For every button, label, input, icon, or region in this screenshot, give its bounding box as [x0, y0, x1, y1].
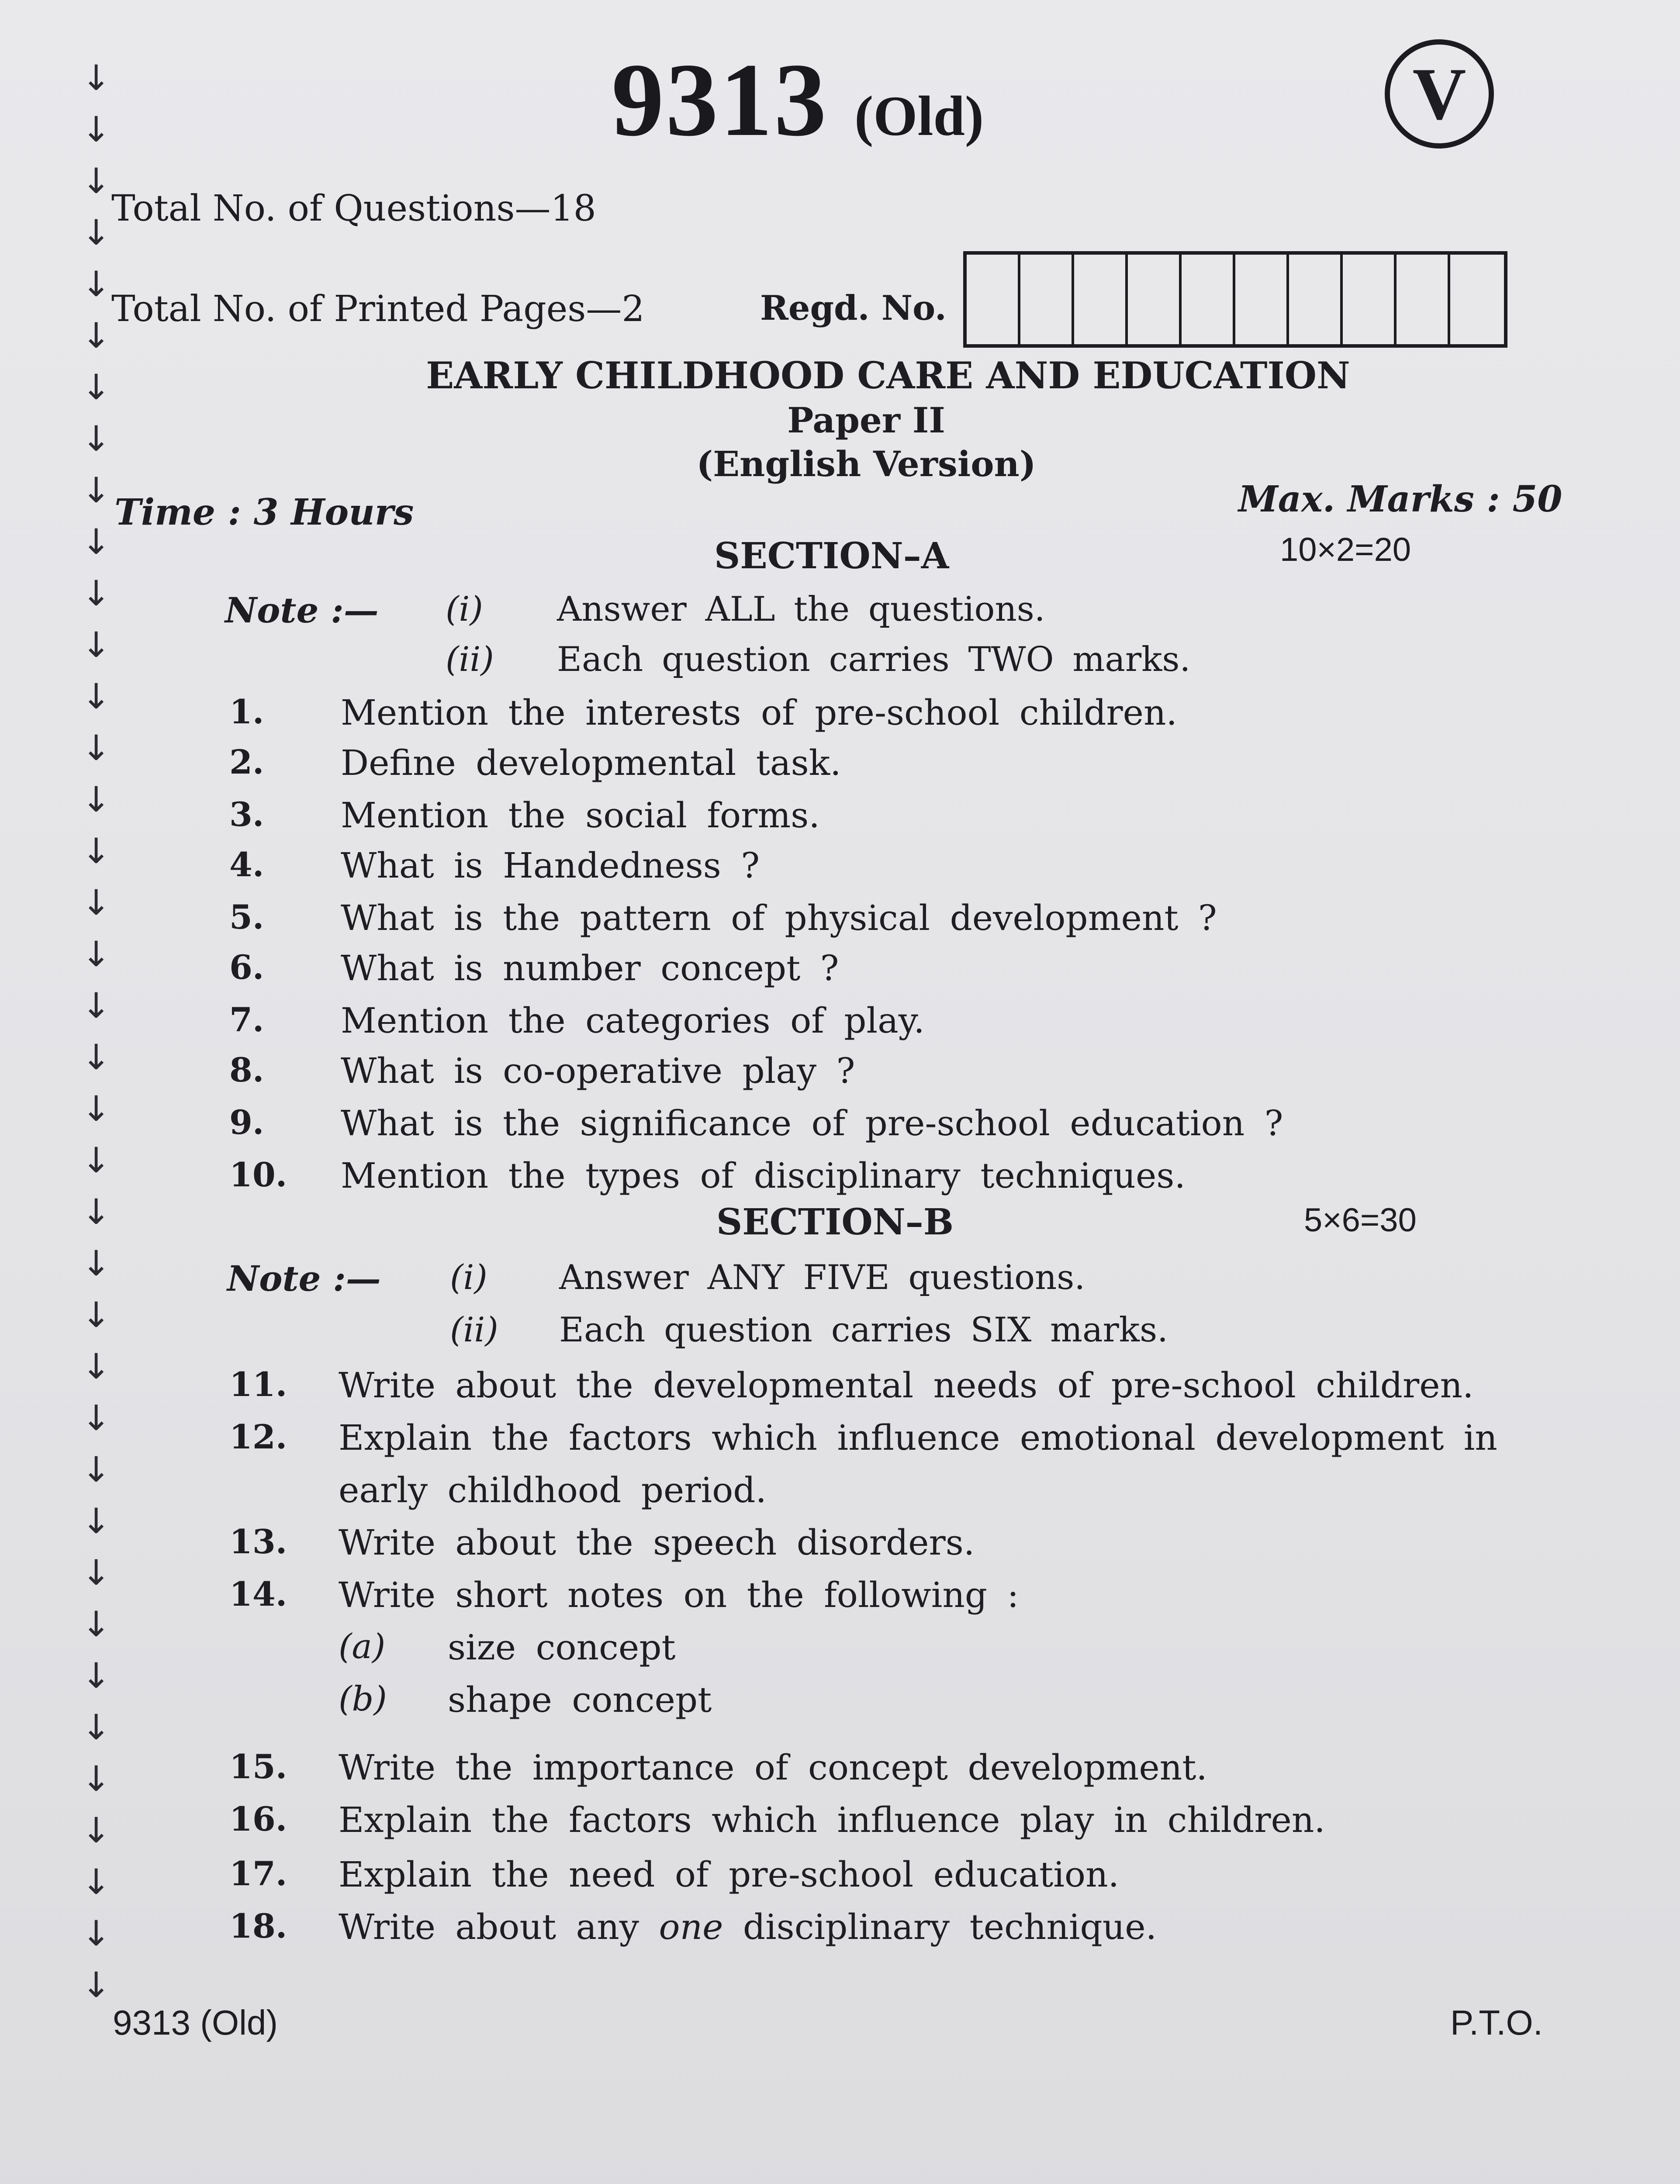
question-number: 8. — [229, 1051, 264, 1089]
section-b-note-num: (ii) — [450, 1310, 498, 1350]
question-text: What is number concept ? — [341, 948, 839, 988]
margin-arrow-icon: ↓ — [81, 1449, 111, 1490]
margin-arrow-icon: ↓ — [81, 315, 111, 356]
section-a-note-num: (ii) — [446, 640, 494, 679]
question-text: Explain the need of pre-school education. — [339, 1854, 1120, 1895]
margin-arrow-icon: ↓ — [81, 1604, 111, 1645]
margin-arrow-icon: ↓ — [81, 1862, 111, 1902]
question-number: 6. — [229, 948, 264, 987]
margin-arrow-icon: ↓ — [81, 1810, 111, 1851]
margin-arrow-icon: ↓ — [81, 470, 111, 511]
question-text: Mention the types of disciplinary techniques. — [341, 1155, 1186, 1196]
total-pages: Total No. of Printed Pages—2 — [111, 288, 645, 330]
subpart-text: shape concept — [448, 1679, 712, 1720]
margin-arrow-icon: ↓ — [81, 212, 111, 253]
margin-arrow-icon: ↓ — [81, 367, 111, 408]
margin-arrow-icon: ↓ — [81, 1089, 111, 1129]
margin-arrow-icon: ↓ — [81, 934, 111, 975]
paper-code: 9313 — [612, 41, 828, 158]
margin-arrow-icon: ↓ — [81, 882, 111, 923]
version-title: (English Version) — [696, 443, 1036, 484]
question-text: What is co-operative play ? — [341, 1051, 855, 1091]
regd-digit-box — [1397, 255, 1450, 344]
margin-arrow-icon: ↓ — [81, 109, 111, 150]
question-text: Mention the interests of pre-school children. — [341, 692, 1177, 733]
margin-arrows — [81, 52, 111, 2011]
margin-arrow-icon: ↓ — [81, 1501, 111, 1541]
question-text-part: disciplinary technique. — [743, 1907, 1157, 1947]
paper-code-title — [612, 39, 984, 160]
question-text: What is the significance of pre-school education ? — [341, 1103, 1283, 1144]
margin-arrow-icon: ↓ — [81, 161, 111, 201]
section-a-marks: 10×2=20 — [1280, 531, 1411, 568]
margin-arrow-icon: ↓ — [81, 1913, 111, 1954]
margin-arrow-icon: ↓ — [81, 779, 111, 820]
regd-digit-box — [1289, 255, 1343, 344]
margin-arrow-icon: ↓ — [81, 264, 111, 304]
margin-arrow-icon: ↓ — [81, 728, 111, 768]
question-number: 12. — [229, 1417, 287, 1456]
question-number: 10. — [229, 1155, 287, 1194]
time-label: Time : 3 Hours — [114, 491, 414, 533]
question-text: Define developmental task. — [341, 743, 841, 783]
margin-arrow-icon: ↓ — [81, 418, 111, 459]
margin-arrow-icon: ↓ — [81, 1243, 111, 1284]
subpart-text: size concept — [448, 1627, 676, 1668]
question-number: 7. — [229, 1000, 264, 1039]
margin-arrow-icon: ↓ — [81, 1965, 111, 2005]
section-b-marks: 5×6=30 — [1304, 1202, 1417, 1239]
question-text: Mention the categories of play. — [341, 1000, 925, 1041]
section-b-note-num: (i) — [450, 1258, 487, 1297]
regd-label: Regd. No. — [760, 288, 947, 328]
margin-arrow-icon: ↓ — [81, 1140, 111, 1181]
question-number: 14. — [229, 1575, 287, 1614]
question-number: 11. — [229, 1365, 287, 1404]
margin-arrow-icon: ↓ — [81, 1759, 111, 1799]
regd-digit-box — [1235, 255, 1289, 344]
margin-arrow-icon: ↓ — [81, 1707, 111, 1748]
question-text: Write short notes on the following : — [339, 1575, 1019, 1615]
section-a-note-text: Each question carries TWO marks. — [557, 640, 1191, 679]
margin-arrow-icon: ↓ — [81, 1037, 111, 1078]
regd-digit-box — [1343, 255, 1397, 344]
max-marks: Max. Marks : 50 — [1238, 478, 1562, 520]
regd-digit-box — [1128, 255, 1182, 344]
question-number: 9. — [229, 1103, 264, 1142]
question-number: 15. — [229, 1747, 287, 1786]
footer-pto: P.T.O. — [1450, 2003, 1543, 2042]
question-number: 18. — [229, 1907, 287, 1946]
regd-digit-box — [967, 255, 1020, 344]
regd-digit-box — [1020, 255, 1074, 344]
margin-arrow-icon: ↓ — [81, 1295, 111, 1335]
margin-arrow-icon: ↓ — [81, 1655, 111, 1696]
margin-arrow-icon: ↓ — [81, 1346, 111, 1387]
regd-digit-box — [1074, 255, 1128, 344]
question-number: 17. — [229, 1854, 287, 1893]
regd-digit-box — [1450, 255, 1504, 344]
section-b-title: SECTION–B — [716, 1201, 954, 1243]
margin-arrow-icon: ↓ — [81, 58, 111, 98]
section-a-title: SECTION–A — [714, 535, 949, 577]
paper-title: Paper II — [787, 400, 945, 441]
question-text: Write about the speech disorders. — [339, 1522, 975, 1563]
question-number: 1. — [229, 692, 264, 731]
footer-code: 9313 (Old) — [113, 2003, 278, 2042]
margin-arrow-icon: ↓ — [81, 831, 111, 871]
question-number: 2. — [229, 743, 264, 781]
question-number: 16. — [229, 1800, 287, 1838]
section-a-note-text: Answer ALL the questions. — [557, 590, 1045, 629]
subpart-label: (a) — [339, 1627, 386, 1666]
subpart-label: (b) — [339, 1679, 387, 1719]
question-number: 4. — [229, 845, 264, 884]
question-text: What is the pattern of physical development ? — [341, 898, 1217, 938]
section-b-note-text: Answer ANY FIVE questions. — [559, 1258, 1085, 1297]
section-b-note-text: Each question carries SIX marks. — [559, 1310, 1168, 1350]
question-text: Explain the factors which influence play in children. — [339, 1800, 1325, 1840]
question-text: Write the importance of concept development. — [339, 1747, 1207, 1788]
regd-digit-box — [1182, 255, 1235, 344]
section-b-note-label: Note :— — [227, 1258, 381, 1299]
margin-arrow-icon: ↓ — [81, 1552, 111, 1593]
margin-arrow-icon: ↓ — [81, 676, 111, 717]
set-badge-letter: V — [1412, 52, 1466, 135]
question-text: Write about the developmental needs of pre-school children. — [339, 1365, 1474, 1406]
question-number: 3. — [229, 795, 264, 834]
question-number: 13. — [229, 1522, 287, 1561]
section-a-note-label: Note :— — [225, 590, 379, 631]
margin-arrow-icon: ↓ — [81, 1398, 111, 1438]
margin-arrow-icon: ↓ — [81, 985, 111, 1026]
total-questions: Total No. of Questions—18 — [111, 188, 596, 229]
question-text — [339, 1907, 1157, 1947]
question-emphasis: one — [659, 1907, 723, 1947]
margin-arrow-icon: ↓ — [81, 522, 111, 562]
paper-code-suffix: (Old) — [854, 85, 984, 148]
question-number: 5. — [229, 898, 264, 936]
question-text: Mention the social forms. — [341, 795, 820, 836]
margin-arrow-icon: ↓ — [81, 1192, 111, 1232]
question-text-continuation: early childhood period. — [339, 1470, 767, 1510]
question-text: Explain the factors which influence emotional development in — [339, 1417, 1497, 1458]
margin-arrow-icon: ↓ — [81, 625, 111, 665]
regd-number-boxes — [963, 251, 1507, 348]
question-text: What is Handedness ? — [341, 845, 760, 886]
section-a-note-num: (i) — [446, 590, 483, 629]
set-badge — [1385, 39, 1494, 149]
question-text-part: Write about any — [339, 1907, 639, 1947]
subject-title: EARLY CHILDHOOD CARE AND EDUCATION — [426, 354, 1350, 397]
margin-arrow-icon: ↓ — [81, 573, 111, 614]
